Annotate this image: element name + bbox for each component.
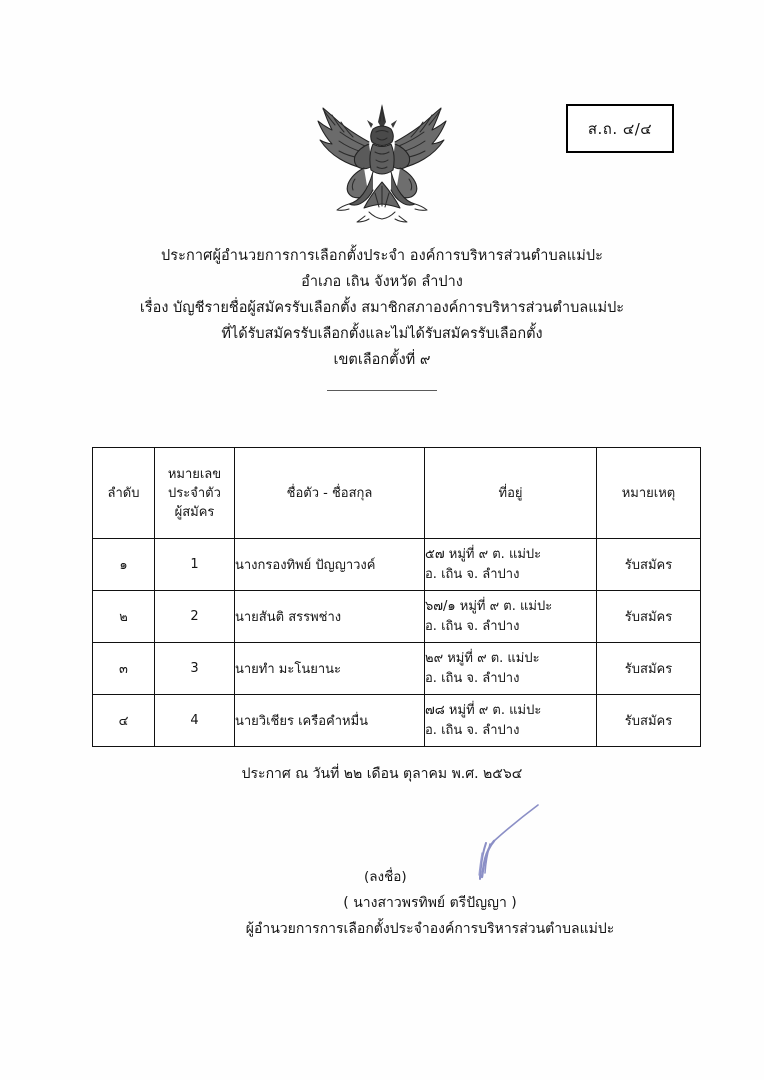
column-header-note: หมายเหตุ — [597, 448, 701, 539]
cell-address — [425, 591, 597, 643]
cell-note: รับสมัคร — [597, 695, 701, 747]
handwritten-signature-icon — [452, 803, 542, 888]
cell-sequence: ๒ — [93, 591, 155, 643]
garuda-emblem — [307, 96, 457, 230]
cell-address-line2: อ. เถิน จ. ลำปาง — [425, 722, 520, 738]
cell-sequence: ๑ — [93, 539, 155, 591]
cell-address-line2: อ. เถิน จ. ลำปาง — [425, 618, 520, 634]
cell-name: นางกรองทิพย์ ปัญญาวงค์ — [235, 539, 425, 591]
column-header-candidate-number — [155, 448, 235, 539]
header-divider — [327, 390, 437, 391]
table-row — [93, 591, 701, 643]
cell-sequence: ๔ — [93, 695, 155, 747]
signature-label: (ลงชื่อ) — [364, 869, 407, 885]
signatory-name: ( นางสาวพรทิพย์ ตรีปัญญา ) — [343, 895, 517, 911]
cell-address-line1: ๕๗ หมู่ที่ ๙ ต. แม่ปะ — [425, 546, 542, 562]
form-code-text: ส.ถ. ๔/๔ — [587, 119, 653, 138]
column-header-address: ที่อยู่ — [425, 448, 597, 539]
table-header-row — [93, 448, 701, 539]
cell-address-line1: ๗๘ หมู่ที่ ๙ ต. แม่ปะ — [425, 702, 542, 718]
form-code-box — [566, 104, 674, 153]
header-line-subject-cont: ที่ได้รับสมัครรับเลือกตั้งและไม่ได้รับสมัครรับเลือกตั้ง — [221, 326, 543, 342]
cell-candidate-number: 4 — [155, 695, 235, 747]
signature-block — [0, 845, 764, 955]
table-row — [93, 539, 701, 591]
cell-name: นายสันติ สรรพช่าง — [235, 591, 425, 643]
header-line-organization: ประกาศผู้อำนวยการการเลือกตั้งประจำ องค์การบริหารส่วนตำบลแม่ปะ — [160, 248, 604, 264]
column-header-candidate-number-line1: หมายเลข — [167, 466, 222, 482]
cell-address-line2: อ. เถิน จ. ลำปาง — [425, 670, 520, 686]
cell-address-line1: ๖๗/๑ หมู่ที่ ๙ ต. แม่ปะ — [425, 598, 553, 614]
cell-note: รับสมัคร — [597, 643, 701, 695]
cell-candidate-number: 1 — [155, 539, 235, 591]
cell-name: นายทำ มะโนยานะ — [235, 643, 425, 695]
cell-address — [425, 539, 597, 591]
column-header-candidate-number-line2: ประจำตัว — [168, 485, 221, 501]
cell-sequence: ๓ — [93, 643, 155, 695]
cell-note: รับสมัคร — [597, 539, 701, 591]
column-header-name: ชื่อตัว - ชื่อสกุล — [235, 448, 425, 539]
column-header-candidate-number-line3: ผู้สมัคร — [174, 504, 215, 520]
cell-candidate-number: 3 — [155, 643, 235, 695]
cell-candidate-number: 2 — [155, 591, 235, 643]
header-line-election-zone: เขตเลือกตั้งที่ ๙ — [333, 352, 431, 368]
cell-address-line2: อ. เถิน จ. ลำปาง — [425, 566, 520, 582]
candidates-table-wrapper — [92, 447, 700, 747]
cell-name: นายวิเชียร เครือคำหมื่น — [235, 695, 425, 747]
table-row — [93, 643, 701, 695]
candidates-table — [92, 447, 701, 747]
cell-note: รับสมัคร — [597, 591, 701, 643]
document-header — [0, 243, 764, 391]
table-row — [93, 695, 701, 747]
header-line-subject: เรื่อง บัญชีรายชื่อผู้สมัครรับเลือกตั้ง สมาชิกสภาองค์การบริหารส่วนตำบลแม่ปะ — [139, 300, 625, 316]
cell-address — [425, 643, 597, 695]
announcement-date: ประกาศ ณ วันที่ ๒๒ เดือน ตุลาคม พ.ศ. ๒๕๖๔ — [241, 766, 523, 782]
cell-address — [425, 695, 597, 747]
cell-address-line1: ๒๙ หมู่ที่ ๙ ต. แม่ปะ — [425, 650, 540, 666]
header-line-district-province: อำเภอ เถิน จังหวัด ลำปาง — [301, 274, 463, 290]
column-header-sequence: ลำดับ — [93, 448, 155, 539]
signatory-title: ผู้อำนวยการการเลือกตั้งประจำองค์การบริหารส่วนตำบลแม่ปะ — [245, 921, 615, 937]
